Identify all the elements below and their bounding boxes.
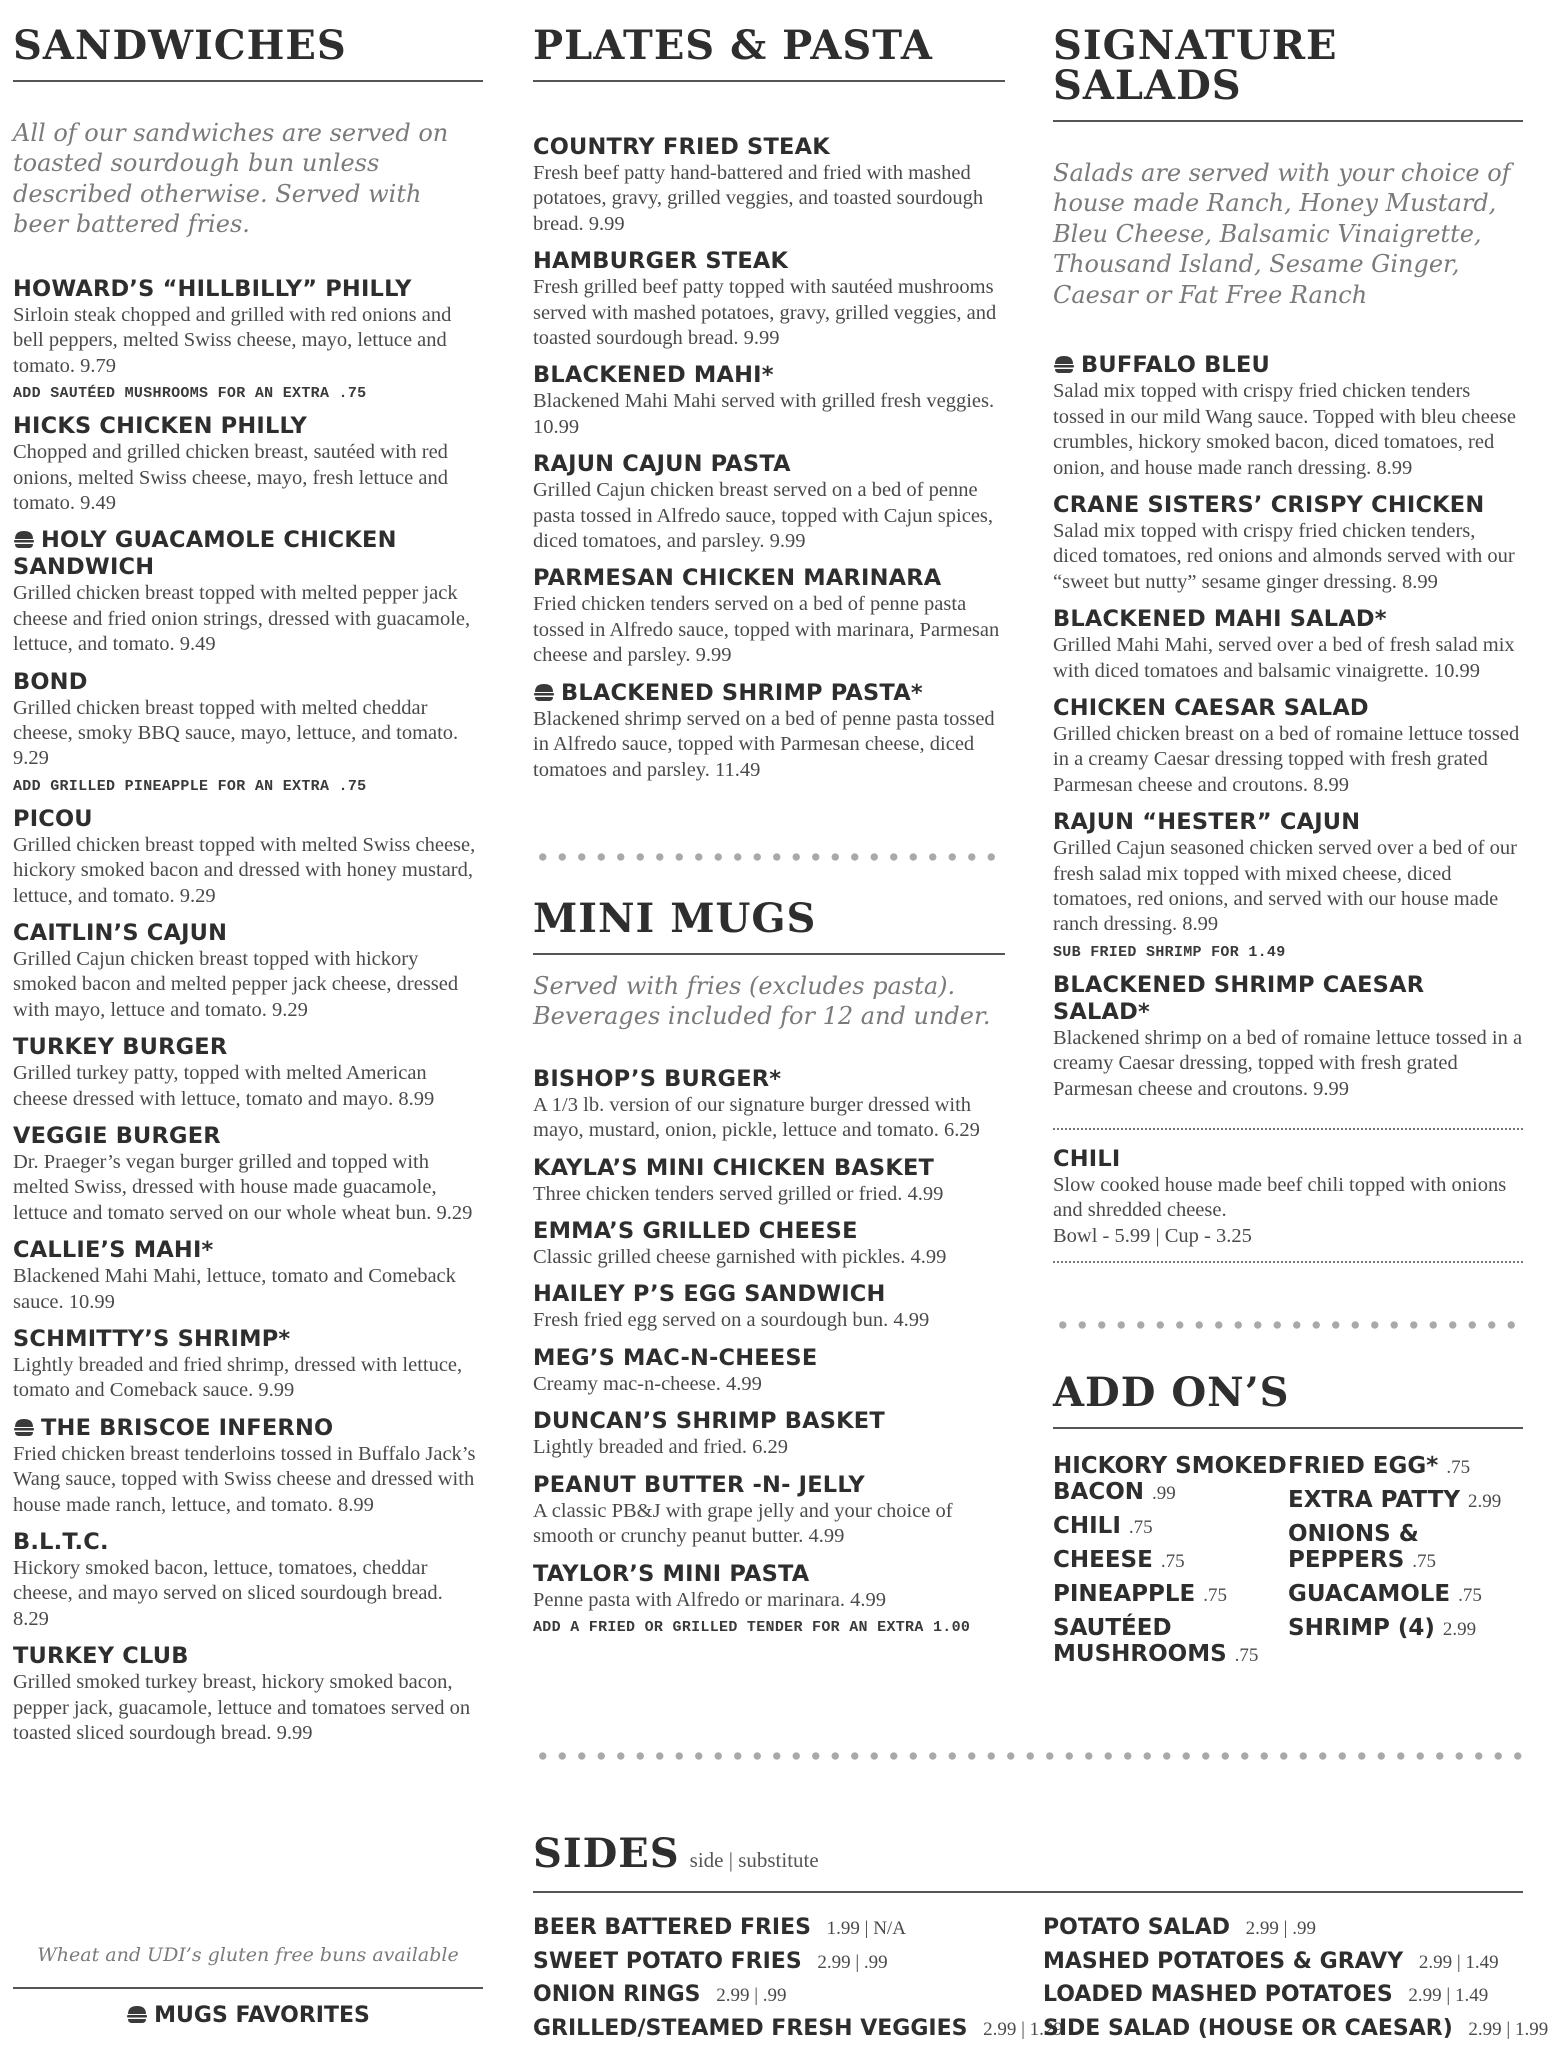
item-name-text: HOLY GUACAMOLE CHICKEN SANDWICH [13, 527, 397, 581]
addon-item [1053, 1513, 1288, 1539]
item-name-text: DUNCAN’S SHRIMP BASKET [533, 1408, 885, 1435]
item-description: Fried chicken breast tenderloins tossed in Buffalo Jack’s Wang sauce, topped with Swiss cheese and dressed with house made ranch, lettuce, and tomato. 8.99 [13, 1442, 476, 1516]
addon-item-price: .75 [1458, 1585, 1482, 1607]
item-description: Grilled turkey patty, topped with melted American cheese dressed with lettuce, tomato and mayo. 8.99 [13, 1062, 435, 1110]
side-item-name: BEER BATTERED FRIES [533, 1915, 811, 1940]
mini-mugs-intro: Served with fries (excludes pasta). Beverages included for 12 and under. [533, 971, 991, 1031]
item-extra: ADD A FRIED OR GRILLED TENDER FOR AN EXTRA 1.00 [533, 1618, 971, 1636]
item-name [533, 565, 1005, 592]
item-description: Fresh beef patty hand-battered and fried with mashed potatoes, gravy, grilled veggies, and toasted sourdough bread. 9.99 [533, 162, 984, 235]
salad-item [1053, 695, 1523, 798]
plate-item [533, 134, 1005, 237]
item-description: Salad mix topped with crispy fried chicken tenders tossed in our mild Wang sauce. Topped with bleu cheese crumbles, hickory smoked bacon, diced tomatoes, red onion, and house made ranch dressing. 8.99 [1053, 380, 1517, 479]
item-name [13, 1643, 483, 1670]
addon-item [1288, 1453, 1523, 1479]
salad-item [1053, 972, 1523, 1102]
item-name [533, 680, 1005, 707]
mini-mug-item [533, 1218, 1005, 1270]
item-description: Fresh fried egg served on a sourdough bun. 4.99 [533, 1309, 930, 1332]
item-name-text: CALLIE’S MAHI* [13, 1237, 214, 1264]
sandwich-list [13, 276, 483, 1747]
addon-item-name: SAUTÉED MUSHROOMS [1053, 1615, 1227, 1668]
sandwich-item [13, 1643, 483, 1746]
item-description: Grilled Cajun chicken breast topped with hickory smoked bacon and melted pepper jack cheese, dressed with mayo, lettuce and tomato. 9.29 [13, 947, 459, 1021]
mug-favorite-icon [13, 530, 35, 549]
item-description: Grilled smoked turkey breast, hickory smoked bacon, pepper jack, guacamole, lettuce and tomatoes served on toasted sliced sourdough bread. 9.99 [13, 1671, 471, 1745]
plate-item [533, 565, 1005, 668]
item-name-text: COUNTRY FRIED STEAK [533, 134, 830, 160]
mug-favorite-icon [126, 2005, 148, 2024]
item-name-text: BISHOP’S BURGER* [533, 1065, 782, 1092]
plates-column [533, 0, 1005, 1647]
side-item [533, 1915, 1043, 1941]
mini-mugs-title: MINI MUGS [533, 899, 1005, 955]
side-item-name: GRILLED/STEAMED FRESH VEGGIES [533, 2015, 968, 2041]
addon-item-price: 2.99 [1468, 1491, 1502, 1513]
plate-item [533, 680, 1005, 783]
item-description: Creamy mac-n-cheese. 4.99 [533, 1372, 762, 1395]
item-description: Grilled Mahi Mahi, served over a bed of fresh salad mix with diced tomatoes and balsamic vinaigrette. 10.99 [1053, 634, 1515, 682]
item-name-text: TURKEY CLUB [13, 1643, 189, 1670]
sides-section [533, 1830, 1549, 2048]
item-description: Grilled Cajun seasoned chicken served over a bed of our fresh salad mix topped with mixed cheese, diced tomatoes, red onions, and served with our house made ranch dressing. 8.99 [1053, 837, 1517, 936]
item-name [533, 1408, 1005, 1435]
side-item-price: 2.99 | .99 [817, 1951, 888, 1973]
item-name [13, 1034, 483, 1061]
side-item-name: SWEET POTATO FRIES [533, 1948, 802, 1974]
item-name [13, 1123, 483, 1150]
item-description: Blackened shrimp on a bed of romaine lettuce tossed in a creamy Caesar dressing, topped with fresh grated Parmesan cheese and croutons. 9.99 [1053, 1026, 1523, 1100]
mini-mug-item [533, 1472, 1005, 1550]
item-name-text: CAITLIN’S CAJUN [13, 919, 228, 946]
side-item-price: 2.99 | 1.49 [1408, 1985, 1489, 2007]
item-name-text: BLACKENED SHRIMP CAESAR SALAD* [1053, 971, 1425, 1025]
sides-left [533, 1915, 1063, 2048]
plate-item [533, 248, 1005, 351]
item-description: Classic grilled cheese garnished with pickles. 4.99 [533, 1246, 947, 1269]
salad-item [1053, 352, 1523, 481]
item-description: Fried chicken tenders served on a bed of penne pasta tossed in Alfredo sauce, topped with marinara, Parmesan cheese and parsley. 9.99 [533, 593, 1000, 667]
salad-item [1053, 492, 1523, 595]
addons-left [1053, 1453, 1288, 1675]
item-name-text: EMMA’S GRILLED CHEESE [533, 1218, 858, 1245]
item-description: Grilled Cajun chicken breast served on a bed of penne pasta tossed in Alfredo sauce, topped with Cajun spices, diced tomatoes, and parsley. 9.99 [533, 479, 994, 553]
sandwiches-column [13, 0, 483, 2028]
item-description: Dr. Praeger’s vegan burger grilled and topped with melted Swiss, dressed with house made guacamole, lettuce and tomato served on our whole wheat bun. 9.29 [13, 1151, 473, 1224]
item-extra: ADD SAUTÉED MUSHROOMS FOR AN EXTRA .75 [13, 385, 367, 403]
item-name [13, 669, 483, 696]
sandwich-item [13, 413, 483, 516]
addon-item [1288, 1581, 1523, 1607]
mini-mug-item [533, 1281, 1005, 1333]
item-name-text: KAYLA’S MINI CHICKEN BASKET [533, 1154, 935, 1181]
item-description: Grilled chicken breast on a bed of romaine lettuce tossed in a creamy Caesar dressing topped with fresh grated Parmesan cheese and croutons. 8.99 [1053, 723, 1520, 796]
sides-title: SIDES [533, 1830, 680, 1877]
item-description: Blackened shrimp served on a bed of penne pasta tossed in Alfredo sauce, topped with Parmesan cheese, diced tomatoes and parsley. 11.49 [533, 707, 995, 781]
item-name-text: HOWARD’S “HILLBILLY” PHILLY [13, 275, 412, 302]
addon-item-name: SHRIMP (4) [1288, 1615, 1435, 1642]
mugs-favorites-legend [13, 1987, 483, 2028]
sandwiches-title: SANDWICHES [13, 0, 483, 82]
item-description: Salad mix topped with crispy fried chicken tenders, diced tomatoes, red onions and almonds served with our “sweet but nutty” sesame ginger dressing. 8.99 [1053, 519, 1515, 593]
side-item-price: 2.99 | .99 [716, 1985, 787, 2007]
item-description: Grilled chicken breast topped with melted cheddar cheese, smoky BBQ sauce, mayo, lettuce, and tomato. 9.29 [13, 696, 459, 770]
mugs-favorites-label: MUGS FAVORITES [154, 2003, 370, 2028]
addon-item-name: CHEESE [1053, 1547, 1153, 1574]
item-name-text: B.L.T.C. [13, 1529, 109, 1556]
chili-desc: Slow cooked house made beef chili topped with onions and shredded cheese. [1053, 1174, 1507, 1222]
item-name [13, 413, 483, 440]
item-name [533, 1345, 1005, 1372]
mug-favorite-icon [13, 1418, 35, 1437]
item-description: Three chicken tenders served grilled or fried. 4.99 [533, 1182, 944, 1205]
chili-name: CHILI [1053, 1146, 1121, 1173]
salads-intro: Salads are served with your choice of house made Ranch, Honey Mustard, Bleu Cheese, Balsamic Vinaigrette, Thousand Island, Sesame Ginger, Caesar or Fat Free Ranch [1053, 159, 1511, 309]
salad-list [1053, 352, 1523, 1102]
item-name-text: RAJUN “HESTER” CAJUN [1053, 809, 1361, 836]
item-name [533, 1472, 1005, 1499]
side-item [533, 1949, 1043, 1975]
item-name [533, 1066, 1005, 1093]
item-description: Grilled chicken breast topped with melted pepper jack cheese and fried onion strings, dressed with guacamole, lettuce, and tomato. 9.49 [13, 582, 471, 656]
item-name [1053, 352, 1523, 379]
addon-item [1053, 1581, 1288, 1607]
item-name [1053, 972, 1523, 1026]
side-item [1043, 1915, 1523, 1941]
item-name [533, 362, 1005, 389]
side-item-name: SIDE SALAD (HOUSE OR CAESAR) [1043, 2015, 1453, 2041]
sandwich-item [13, 669, 483, 795]
item-name [13, 1415, 483, 1442]
side-item-name: ONION RINGS [533, 1982, 701, 2008]
addon-item-price: 2.99 [1442, 1619, 1477, 1641]
addon-item [1288, 1487, 1523, 1513]
chili-bottom-rule [1053, 1261, 1523, 1263]
item-name [13, 276, 483, 303]
item-name-text: PICOU [13, 805, 93, 832]
side-item [533, 1982, 1043, 2008]
sides-subtitle: side | substitute [689, 1848, 819, 1872]
side-item-name: POTATO SALAD [1043, 1915, 1230, 1940]
addon-item-price: .75 [1446, 1457, 1471, 1479]
sandwich-item [13, 1034, 483, 1112]
item-description: Chopped and grilled chicken breast, sautéed with red onions, melted Swiss cheese, mayo, fresh lettuce and tomato. 9.49 [13, 441, 448, 514]
addon-item-name: FRIED EGG* [1288, 1453, 1439, 1480]
item-name-text: CRANE SISTERS’ CRISPY CHICKEN [1053, 491, 1485, 518]
addon-item [1053, 1547, 1288, 1573]
item-description: Blackened Mahi Mahi, lettuce, tomato and Comeback sauce. 10.99 [13, 1265, 456, 1313]
item-description: Penne pasta with Alfredo or marinara. 4.99 [533, 1588, 886, 1611]
item-name-text: BLACKENED SHRIMP PASTA* [561, 679, 923, 706]
item-name-text: PARMESAN CHICKEN MARINARA [533, 565, 942, 592]
mini-mug-item [533, 1066, 1005, 1144]
chili-price: Bowl - 5.99 | Cup - 3.25 [1053, 1224, 1252, 1247]
salad-item [1053, 809, 1523, 961]
addon-item-price: .75 [1203, 1585, 1228, 1607]
mini-mugs-list [533, 1066, 1005, 1636]
item-name [13, 806, 483, 833]
mini-mug-item [533, 1155, 1005, 1207]
addons-grid [1053, 1453, 1523, 1675]
gluten-note: Wheat and UDI’s gluten free buns available [37, 1944, 459, 1966]
sides-grid [533, 1915, 1549, 2048]
item-name-text: SCHMITTY’S SHRIMP* [13, 1326, 291, 1353]
item-name-text: TAYLOR’S MINI PASTA [533, 1560, 810, 1587]
side-item-price: 2.99 | 1.99 [1468, 2018, 1549, 2040]
item-name-text: HAMBURGER STEAK [533, 248, 789, 275]
salads-column [1053, 0, 1523, 1675]
item-description: Hickory smoked bacon, lettuce, tomatoes, cheddar cheese, and mayo served on sliced sourdough bread. 8.29 [13, 1557, 443, 1630]
addon-item-price: .75 [1128, 1517, 1153, 1539]
sides-right [1043, 1915, 1549, 2048]
side-item-price: 1.99 | N/A [826, 1918, 906, 1939]
item-name [533, 248, 1005, 275]
addon-item [1053, 1453, 1288, 1505]
side-item-price: 2.99 | 1.29 [983, 2018, 1063, 2040]
item-name [533, 1561, 1005, 1588]
sandwich-item [13, 1123, 483, 1226]
addon-item-name: PINEAPPLE [1053, 1581, 1196, 1608]
side-item-name: MASHED POTATOES & GRAVY [1043, 1948, 1404, 1974]
addon-item-name: ONIONS & PEPPERS [1288, 1521, 1419, 1574]
sandwich-item [13, 1415, 483, 1518]
addons-title: ADD ON’S [1053, 1373, 1523, 1429]
item-name-text: RAJUN CAJUN PASTA [533, 451, 791, 478]
plate-item [533, 451, 1005, 554]
addon-item-price: .75 [1412, 1551, 1437, 1573]
item-name-text: VEGGIE BURGER [13, 1123, 221, 1149]
item-name-text: MEG’S MAC-N-CHEESE [533, 1344, 818, 1371]
item-description: A 1/3 lb. version of our signature burger dressed with mayo, mustard, onion, pickle, lettuce and tomato. 6.29 [533, 1093, 980, 1142]
chili-box [1053, 1128, 1523, 1249]
mug-favorite-icon [1053, 355, 1075, 374]
addon-item-price: .99 [1152, 1483, 1176, 1505]
mini-mug-item [533, 1408, 1005, 1460]
side-item [1043, 2015, 1549, 2042]
addon-item-name: CHILI [1053, 1513, 1121, 1540]
sides-header [533, 1830, 1523, 1893]
mini-mug-item [533, 1561, 1005, 1636]
sandwich-item [13, 1529, 483, 1632]
item-name-text: CHICKEN CAESAR SALAD [1053, 695, 1369, 721]
item-name-text: BUFFALO BLEU [1081, 352, 1271, 379]
dotted-divider [533, 1748, 1523, 1764]
addon-item-price: .75 [1234, 1645, 1259, 1667]
mini-mug-item [533, 1345, 1005, 1397]
item-name [533, 1155, 1005, 1182]
item-name-text: BOND [13, 668, 88, 695]
addon-item [1053, 1615, 1288, 1667]
addon-item-name: EXTRA PATTY [1288, 1487, 1460, 1514]
item-name-text: HICKS CHICKEN PHILLY [13, 413, 308, 440]
item-description: Grilled chicken breast topped with melted Swiss cheese, hickory smoked bacon and dressed with honey mustard, lettuce, and tomato. 9.29 [13, 833, 476, 907]
addon-item [1288, 1521, 1523, 1573]
side-item [533, 2015, 1063, 2042]
item-description: A classic PB&J with grape jelly and your choice of smooth or crunchy peanut butter. 4.99 [533, 1499, 953, 1548]
item-name-text: TURKEY BURGER [13, 1034, 228, 1061]
sandwich-item [13, 527, 483, 657]
sandwich-item [13, 276, 483, 402]
item-name [533, 451, 1005, 478]
addon-item-name: GUACAMOLE [1288, 1581, 1451, 1608]
dotted-divider [1053, 1317, 1523, 1333]
item-description: Blackened Mahi Mahi served with grilled fresh veggies. 10.99 [533, 390, 995, 438]
item-name [533, 134, 1005, 161]
side-item [1043, 1982, 1523, 2008]
item-description: Lightly breaded and fried. 6.29 [533, 1436, 789, 1459]
side-item-price: 2.99 | .99 [1245, 1918, 1316, 1939]
sandwich-item [13, 806, 483, 909]
salads-title: SIGNATURE SALADS [1053, 0, 1523, 122]
side-item-name: LOADED MASHED POTATOES [1043, 1982, 1393, 2008]
item-description: Lightly breaded and fried shrimp, dressed with lettuce, tomato and Comeback sauce. 9.99 [13, 1354, 463, 1402]
item-name-text: BLACKENED MAHI SALAD* [1053, 606, 1387, 633]
dotted-divider [533, 849, 1005, 865]
item-name-text: HAILEY P’S EGG SANDWICH [533, 1281, 886, 1308]
side-item [1043, 1949, 1523, 1975]
item-name [533, 1281, 1005, 1308]
plates-list [533, 134, 1005, 783]
salad-item [1053, 606, 1523, 684]
item-extra: ADD GRILLED PINEAPPLE FOR AN EXTRA .75 [13, 777, 367, 795]
item-extra: SUB FRIED SHRIMP FOR 1.49 [1053, 943, 1286, 961]
sandwich-item [13, 1237, 483, 1315]
item-name-text: THE BRISCOE INFERNO [41, 1414, 334, 1441]
item-name [533, 1218, 1005, 1245]
item-name [13, 920, 483, 947]
item-name-text: PEANUT BUTTER -N- JELLY [533, 1471, 865, 1498]
addon-item [1288, 1615, 1523, 1641]
addons-right [1288, 1453, 1523, 1675]
item-name [13, 527, 483, 581]
addon-item-price: .75 [1160, 1551, 1185, 1573]
item-name [1053, 809, 1523, 836]
plate-item [533, 362, 1005, 440]
item-name [13, 1529, 483, 1556]
item-description: Sirloin steak chopped and grilled with red onions and bell peppers, melted Swiss cheese, mayo, lettuce and tomato. 9.79 [13, 303, 452, 377]
item-name [1053, 492, 1523, 519]
sandwiches-intro: All of our sandwiches are served on toasted sourdough bun unless described otherwise. Served with beer battered fries. [13, 119, 449, 239]
sandwich-item [13, 1326, 483, 1404]
item-name [13, 1237, 483, 1264]
mug-favorite-icon [533, 683, 555, 702]
item-name-text: BLACKENED MAHI* [533, 362, 774, 389]
item-name [13, 1326, 483, 1353]
plates-title: PLATES & PASTA [533, 0, 1005, 82]
sandwich-item [13, 920, 483, 1023]
side-item-price: 2.99 | 1.49 [1418, 1951, 1499, 1973]
item-name [1053, 606, 1523, 633]
addon-item-name: HICKORY SMOKED BACON [1053, 1453, 1287, 1506]
item-description: Fresh grilled beef patty topped with sautéed mushrooms served with mashed potatoes, gravy, grilled veggies, and toasted sourdough bread. 9.99 [533, 276, 997, 350]
item-name [1053, 695, 1523, 722]
